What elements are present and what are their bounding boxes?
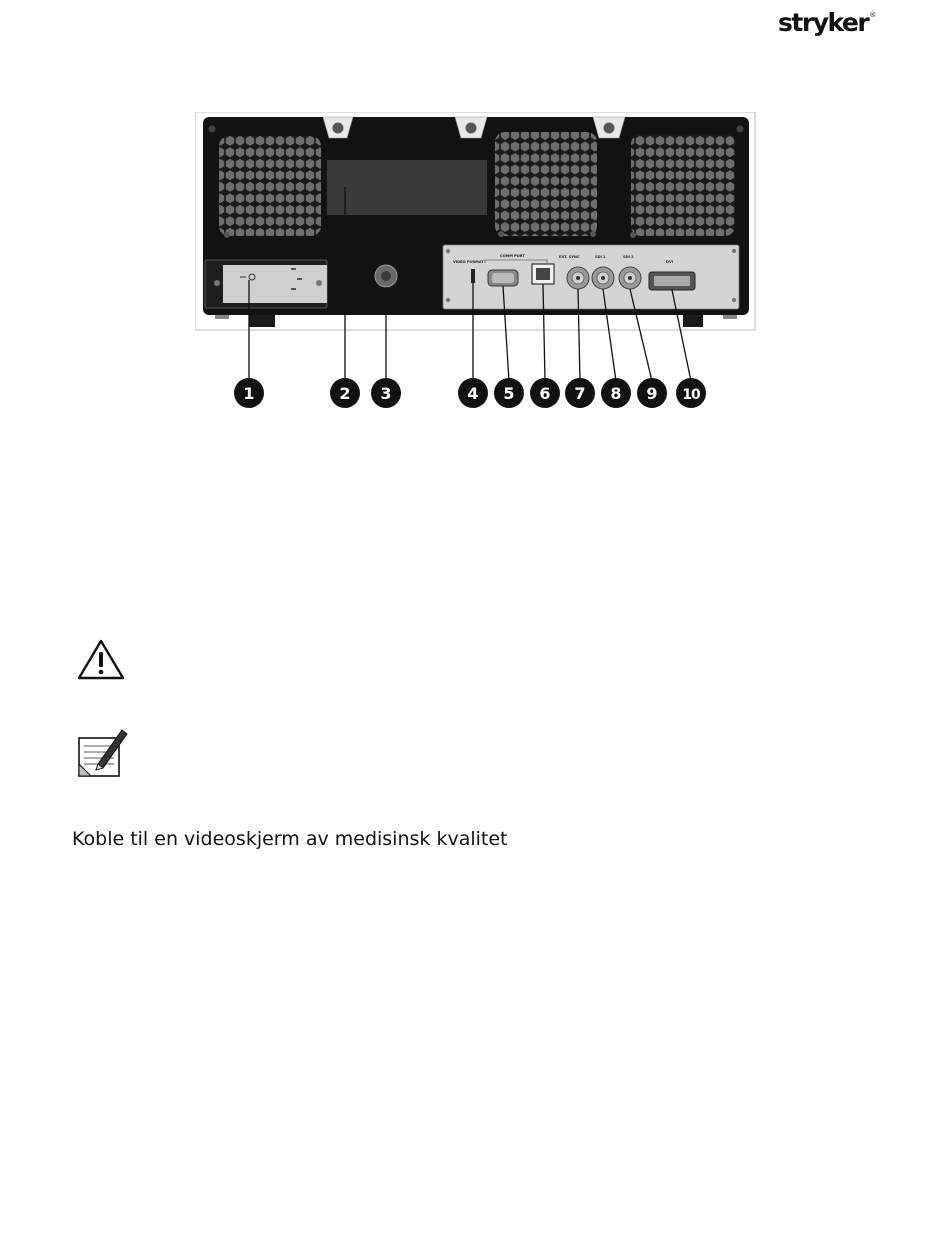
callout-9: [637, 378, 667, 408]
power-inlet: [205, 260, 327, 308]
callout-10: [676, 378, 706, 408]
ext-sync-label: EXT. SYNC: [559, 255, 580, 259]
svg-text:3: 3: [380, 384, 392, 403]
fan-grille-left: [219, 136, 321, 238]
svg-text:6: 6: [539, 384, 551, 403]
sdi2-bnc: [619, 267, 641, 289]
sdi1-bnc: [592, 267, 614, 289]
video-format-label: VIDEO FORMAT: [453, 260, 484, 264]
section-heading: Koble til en videoskjerm av medisinsk kvalitet: [72, 828, 508, 850]
svg-text:8: 8: [610, 384, 622, 403]
sdi2-label: SDI 2: [623, 255, 634, 259]
comm-port-label: COMM PORT: [500, 254, 525, 258]
sdi1-label: SDI 1: [595, 255, 606, 259]
device-rear-panel-figure: [195, 112, 757, 412]
callout-2: [330, 378, 360, 408]
callout-7: [565, 378, 595, 408]
svg-text:9: 9: [646, 384, 658, 403]
callout-5: [494, 378, 524, 408]
registered-mark: ®: [869, 11, 877, 19]
logo-text: stryker: [778, 8, 869, 37]
callout-3: [371, 378, 401, 408]
callout-4: [458, 378, 488, 408]
svg-text:5: 5: [503, 384, 515, 403]
warning-triangle-icon: [76, 638, 126, 682]
svg-text:7: 7: [574, 384, 586, 403]
note-pencil-icon: [76, 726, 130, 780]
ext-sync-bnc: [567, 267, 589, 289]
dvi-port: [649, 272, 695, 290]
callout-6: [530, 378, 560, 408]
svg-text:2: 2: [339, 384, 351, 403]
stryker-logo: [778, 8, 876, 37]
equipotential-connector: [375, 265, 397, 287]
callout-8: [601, 378, 631, 408]
callout-1: [234, 378, 264, 408]
svg-text:1: 1: [243, 384, 255, 403]
dvi-label: DVI: [666, 260, 674, 264]
connector-panel: [443, 245, 739, 309]
svg-text:10: 10: [682, 387, 700, 403]
fan-grille-center: [495, 132, 597, 237]
video-format-switch: [471, 269, 475, 283]
label-plate: [327, 160, 487, 215]
svg-text:4: 4: [467, 384, 479, 403]
fan-grille-right: [630, 134, 735, 238]
